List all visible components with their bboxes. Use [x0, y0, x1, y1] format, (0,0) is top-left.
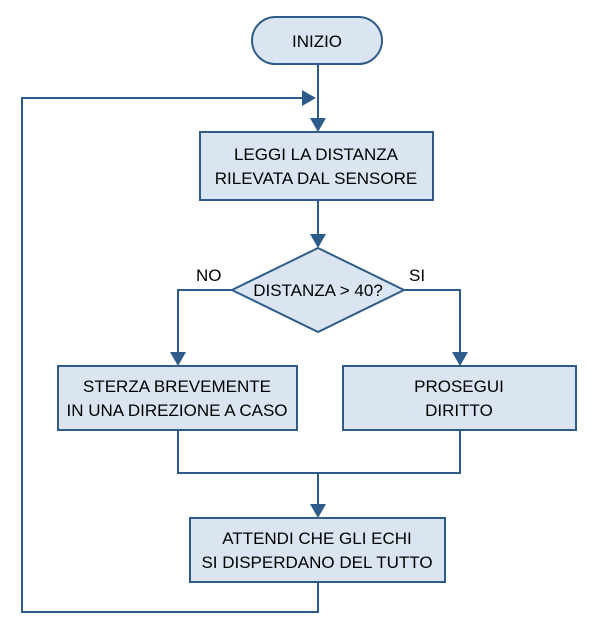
- node-forward: [343, 366, 576, 430]
- edge-label-no: NO: [196, 266, 222, 285]
- node-read-label-line-1: LEGGI LA DISTANZA: [233, 145, 399, 164]
- arrow-read-to-decision: [310, 234, 326, 248]
- node-wait-label-line-1: ATTENDI CHE GLI ECHI: [222, 529, 412, 548]
- arrow-merge-to-wait: [310, 504, 326, 518]
- edge-yes-branch: [404, 290, 460, 356]
- node-steer-label-line-2: IN UNA DIREZIONE A CASO: [66, 401, 288, 420]
- node-read-label-line-2: RILEVATA DAL SENSORE: [214, 169, 418, 188]
- arrow-yes-branch: [452, 352, 468, 366]
- node-forward-label-line-2: DIRITTO: [425, 401, 493, 420]
- edge-no-branch: [178, 290, 232, 356]
- node-read: [200, 132, 433, 200]
- node-wait: [190, 518, 445, 582]
- node-steer-label-line-1: STERZA BREVEMENTE: [83, 377, 271, 396]
- node-forward-label-line-1: PROSEGUI: [414, 377, 504, 396]
- edge-label-yes: SI: [409, 266, 426, 285]
- node-steer: [58, 366, 297, 430]
- node-decision-label: DISTANZA > 40?: [253, 281, 383, 300]
- edge-merge: [178, 430, 460, 473]
- arrow-no-branch: [170, 352, 186, 366]
- arrow-loop-back: [302, 90, 316, 106]
- node-start-label: INIZIO: [291, 32, 343, 51]
- node-wait-label-line-2: SI DISPERDANO DEL TUTTO: [201, 553, 433, 572]
- arrow-start-to-read: [310, 118, 326, 132]
